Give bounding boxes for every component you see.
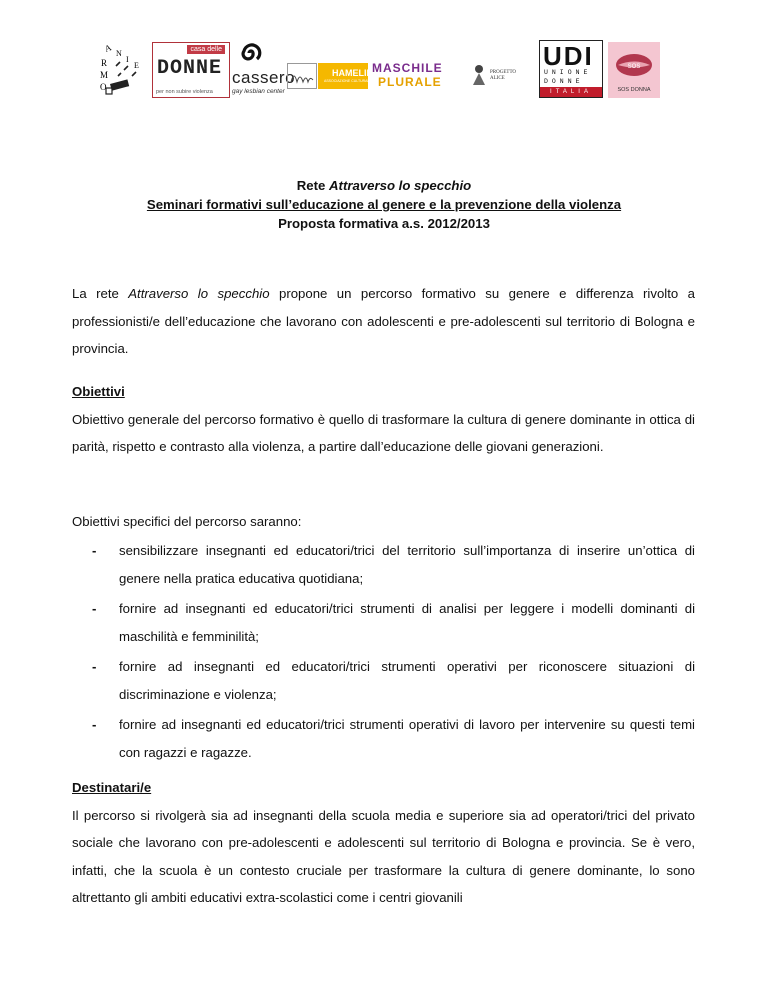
destinatari-text: Il percorso si rivolgerà sia ad insegnanti della scuola media e superiore sia ad operatori/trici del privato sociale che lavorano con pre-adolescenti e adolescenti sul territorio di Bologna e provincia. Se è vero, infatti, che la scuola è un contesto cruciale per trasformare la cultura di genere dominante, lo sono altrettanto gli ambiti educativi extra-scolastici come i centri giovanili [72, 807, 695, 905]
svg-text:SOS: SOS [627, 64, 641, 70]
hamelin-logo [318, 63, 373, 89]
plurale-label: PLURALE [378, 75, 442, 89]
obiettivi-section [72, 378, 695, 461]
sos-lips-icon [614, 50, 654, 80]
list-item: - sensibilizzare insegnanti ed educatori/trici del territorio sull’importanza di inserire un’ottica di genere nella pratica educativa quotidiana; [92, 543, 695, 586]
title-line2: Seminari formativi sull’educazione al genere e la prevenzione della violenza [146, 197, 622, 212]
document-title [0, 176, 768, 233]
spiral-icon [236, 38, 266, 68]
network-name: Attraverso lo specchio [329, 178, 472, 193]
maschile-plurale-logo [372, 61, 454, 89]
destinatari-heading: Destinatari/e [72, 780, 152, 795]
obiettivi-heading: Obiettivi [72, 384, 125, 399]
udi-big-label: UDI [543, 41, 594, 71]
svg-text:M: M [100, 70, 109, 80]
partner-logos [0, 30, 768, 110]
destinatari-section [72, 774, 695, 912]
sos-text: SOS DONNA [617, 87, 651, 93]
maschile-label: MASCHILE [372, 61, 443, 75]
casa-main-label: DONNE [157, 57, 223, 80]
list-item: - fornire ad insegnanti ed educatori/trici strumenti operativi di lavoro per intervenire su questi temi con ragazzi e ragazze. [92, 717, 695, 760]
obiettivi-list [72, 537, 695, 766]
hamelin-sub: ASSOCIAZIONE CULTURALE [324, 79, 372, 83]
svg-text:A: A [103, 42, 113, 54]
hamelin-title: HAMELIN [332, 68, 373, 78]
svg-text:N: N [116, 49, 122, 58]
list-item: - fornire ad insegnanti ed educatori/trici strumenti di analisi per leggere i modelli dominanti di maschilità e femminilità; [92, 601, 695, 644]
udi-row2: DONNE [544, 78, 584, 85]
list-item: - fornire ad insegnanti ed educatori/trici strumenti operativi per riconoscere situazioni di discriminazione e violenza; [92, 659, 695, 702]
svg-text:O: O [100, 82, 107, 92]
obiettivi-specifici-intro: Obiettivi specifici del percorso saranno: [72, 514, 302, 529]
cassero-logo [232, 38, 294, 102]
intro-paragraph: La rete Attraverso lo specchio propone un percorso formativo su genere e differenza rivolto a professionisti/e dell’educazione che lavorano con adolescenti e pre-adolescenti sul territorio di Bologna e provincia. [72, 286, 695, 356]
casa-delle-donne-logo [152, 42, 230, 98]
svg-text:E: E [134, 61, 139, 70]
svg-text:I: I [126, 55, 129, 64]
progetto-alice-logo [470, 62, 518, 88]
title-line3: Proposta formativa a.s. 2012/2013 [278, 216, 490, 231]
udi-logo [539, 40, 603, 98]
alice-label: ALICE [490, 76, 505, 81]
sos-donna-logo [608, 42, 660, 98]
casa-top-label: casa delle [187, 45, 225, 54]
cassero-name: cassero [232, 68, 296, 87]
cassero-sub: gay lesbian center [232, 88, 285, 95]
alice-figure-icon [470, 63, 488, 87]
scribble-logo [287, 63, 317, 89]
svg-text:R: R [101, 58, 108, 68]
armonie-logo [96, 40, 148, 100]
udi-row1: UNIONE [544, 69, 592, 76]
udi-band: ITALIA [540, 87, 602, 97]
intro-network-name: Attraverso lo specchio [128, 286, 270, 301]
casa-sub-label: per non subire violenza [156, 89, 213, 95]
progetto-label: PROGETTO [490, 70, 517, 75]
title-line1: Rete Attraverso lo specchio [296, 178, 472, 193]
obiettivi-text: Obiettivo generale del percorso formativo è quello di trasformare la cultura di genere dominante in ottica di parità, rispetto e contrasto alla violenza, a partire dall’educazione delle giovani generazioni. [72, 411, 695, 454]
